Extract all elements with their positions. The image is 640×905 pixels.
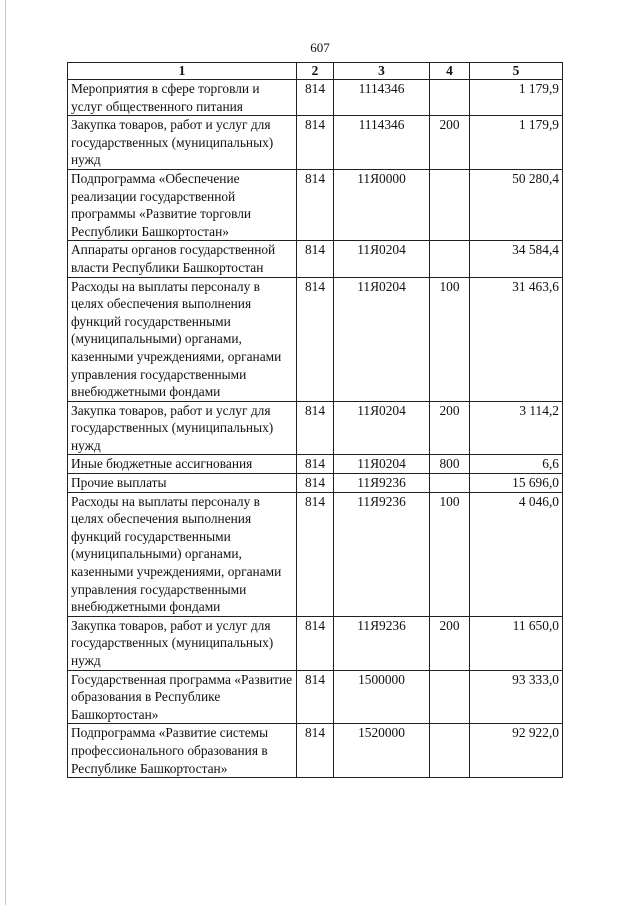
row-expense-cell	[430, 80, 470, 116]
row-name-cell: Мероприятия в сфере торговли и услуг общественного питания	[68, 80, 297, 116]
row-name-cell: Подпрограмма «Обеспечение реализации государственной программы «Развитие торговли Республики Башкортостан»	[68, 169, 297, 240]
row-expense-cell: 800	[430, 455, 470, 474]
row-amount-cell: 1 179,9	[470, 116, 563, 170]
row-name-cell: Подпрограмма «Развитие системы профессионального образования в Республике Башкортостан»	[68, 724, 297, 778]
row-target-cell: 11Я9236	[334, 492, 430, 616]
row-expense-cell	[430, 169, 470, 240]
row-amount-cell: 34 584,4	[470, 241, 563, 277]
row-name-cell: Расходы на выплаты персоналу в целях обеспечения выполнения функций государственными (муниципальными) органами, казенными учреждениями, органами управления государственными внебюджетными фондами	[68, 277, 297, 401]
row-name-cell: Иные бюджетные ассигнования	[68, 455, 297, 474]
row-amount-cell: 31 463,6	[470, 277, 563, 401]
table-row	[68, 670, 563, 724]
row-ministry-cell: 814	[297, 474, 334, 493]
row-target-cell: 1114346	[334, 116, 430, 170]
row-name-cell: Аппараты органов государственной власти Республики Башкортостан	[68, 241, 297, 277]
row-amount-cell: 93 333,0	[470, 670, 563, 724]
row-target-cell: 11Я0204	[334, 401, 430, 455]
row-amount-cell: 92 922,0	[470, 724, 563, 778]
scan-edge-line	[5, 0, 6, 905]
table-row	[68, 241, 563, 277]
row-ministry-cell: 814	[297, 616, 334, 670]
row-expense-cell: 200	[430, 116, 470, 170]
row-target-cell: 1114346	[334, 80, 430, 116]
row-ministry-cell: 814	[297, 241, 334, 277]
row-target-cell: 11Я0204	[334, 241, 430, 277]
table-row	[68, 401, 563, 455]
row-ministry-cell: 814	[297, 724, 334, 778]
row-ministry-cell: 814	[297, 455, 334, 474]
row-expense-cell: 100	[430, 277, 470, 401]
row-amount-cell: 4 046,0	[470, 492, 563, 616]
row-name-cell: Закупка товаров, работ и услуг для государственных (муниципальных) нужд	[68, 116, 297, 170]
table-row	[68, 724, 563, 778]
row-target-cell: 11Я0000	[334, 169, 430, 240]
row-expense-cell	[430, 724, 470, 778]
row-target-cell: 11Я9236	[334, 616, 430, 670]
header-col-5: 5	[470, 63, 563, 80]
table-row	[68, 116, 563, 170]
row-amount-cell: 15 696,0	[470, 474, 563, 493]
table-row	[68, 80, 563, 116]
row-expense-cell: 200	[430, 616, 470, 670]
row-ministry-cell: 814	[297, 401, 334, 455]
row-amount-cell: 50 280,4	[470, 169, 563, 240]
row-target-cell: 1500000	[334, 670, 430, 724]
table-row	[68, 492, 563, 616]
row-target-cell: 1520000	[334, 724, 430, 778]
row-ministry-cell: 814	[297, 277, 334, 401]
row-ministry-cell: 814	[297, 492, 334, 616]
header-col-3: 3	[334, 63, 430, 80]
row-name-cell: Расходы на выплаты персоналу в целях обеспечения выполнения функций государственными (муниципальными) органами, казенными учреждениями, органами управления государственными внебюджетными фондами	[68, 492, 297, 616]
row-name-cell: Прочие выплаты	[68, 474, 297, 493]
row-target-cell: 11Я9236	[334, 474, 430, 493]
row-ministry-cell: 814	[297, 80, 334, 116]
table-body	[68, 80, 563, 778]
table-row	[68, 455, 563, 474]
header-col-2: 2	[297, 63, 334, 80]
row-target-cell: 11Я0204	[334, 277, 430, 401]
row-name-cell: Закупка товаров, работ и услуг для государственных (муниципальных) нужд	[68, 401, 297, 455]
row-name-cell: Закупка товаров, работ и услуг для государственных (муниципальных) нужд	[68, 616, 297, 670]
row-expense-cell	[430, 670, 470, 724]
row-expense-cell	[430, 241, 470, 277]
row-ministry-cell: 814	[297, 169, 334, 240]
page-number: 607	[310, 40, 330, 55]
table-row	[68, 616, 563, 670]
table-header-row	[68, 63, 563, 80]
table-row	[68, 277, 563, 401]
row-target-cell: 11Я0204	[334, 455, 430, 474]
row-amount-cell: 3 114,2	[470, 401, 563, 455]
table-row	[68, 474, 563, 493]
row-ministry-cell: 814	[297, 116, 334, 170]
row-expense-cell: 100	[430, 492, 470, 616]
header-col-4: 4	[430, 63, 470, 80]
row-amount-cell: 11 650,0	[470, 616, 563, 670]
table-row	[68, 169, 563, 240]
row-expense-cell	[430, 474, 470, 493]
row-amount-cell: 1 179,9	[470, 80, 563, 116]
row-name-cell: Государственная программа «Развитие образования в Республике Башкортостан»	[68, 670, 297, 724]
header-col-1: 1	[68, 63, 297, 80]
row-amount-cell: 6,6	[470, 455, 563, 474]
budget-table	[67, 62, 563, 778]
row-ministry-cell: 814	[297, 670, 334, 724]
row-expense-cell: 200	[430, 401, 470, 455]
